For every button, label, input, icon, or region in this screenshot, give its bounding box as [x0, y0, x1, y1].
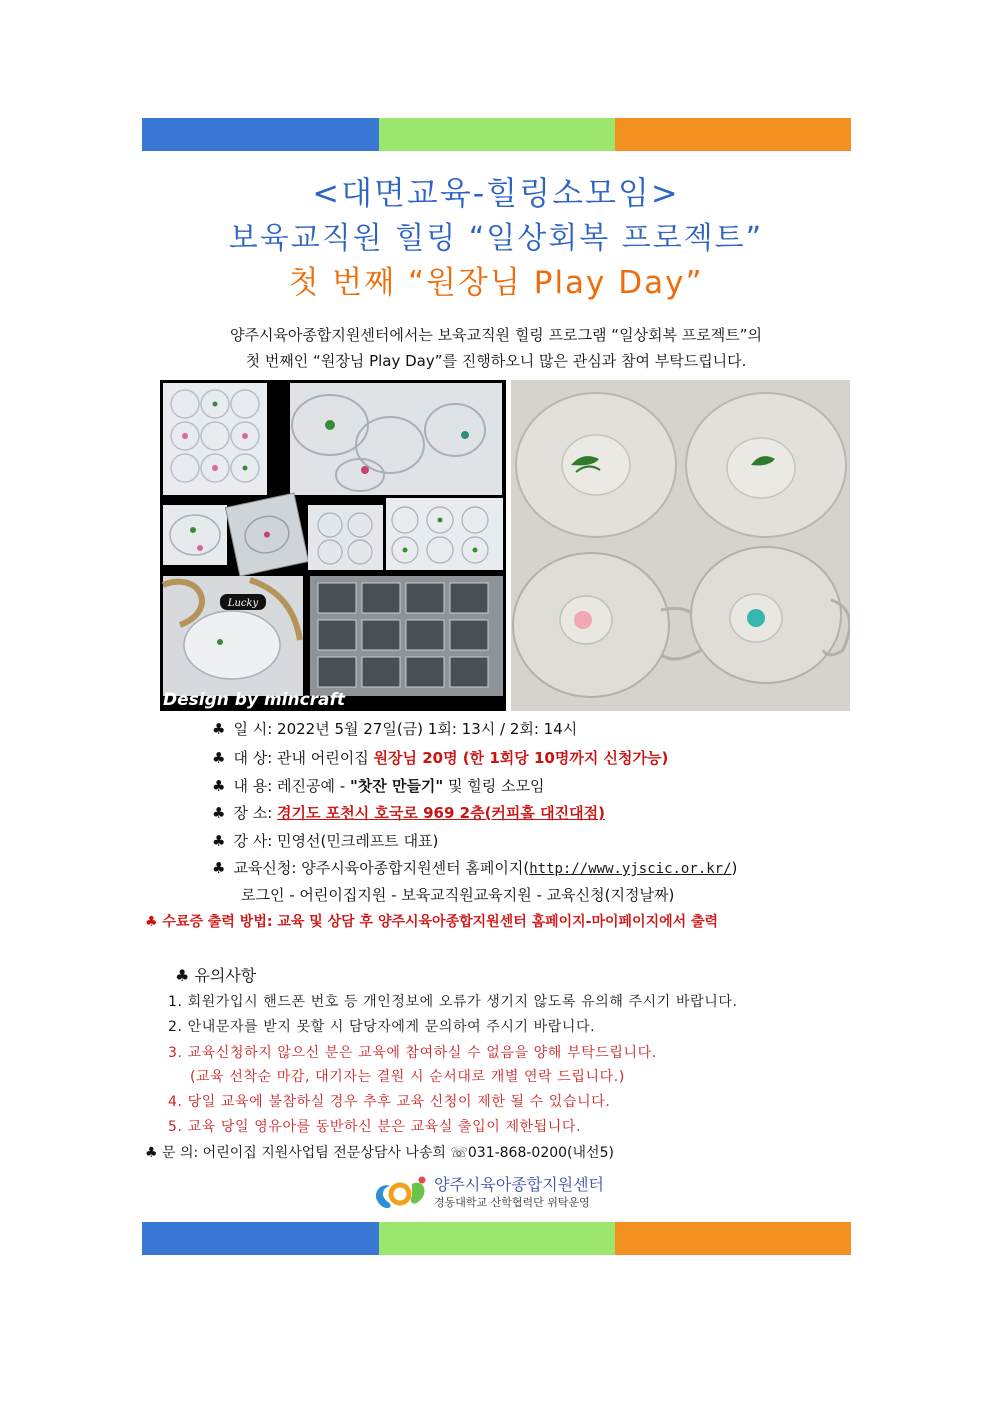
info-instructor: [212, 830, 438, 851]
center-logo-icon: [372, 1172, 430, 1212]
info-apply-suffix: ): [731, 859, 738, 877]
teacup-photo: [511, 380, 850, 711]
title-event: 첫 번째 “원장님 Play Day”: [288, 265, 704, 301]
product-collage-image: [160, 380, 506, 711]
info-place-highlight: 경기도 포천시 호국로 969 2층(커피홀 대진대점): [277, 804, 605, 822]
caution-item-3-note: (교육 선착순 마감, 대기자는 결원 시 순서대로 개별 연락 드립니다.): [190, 1069, 625, 1085]
club-bullet-icon: ♣: [212, 859, 226, 877]
intro-line-1: 양주시육아종합지원센터에서는 보육교직원 힐링 프로그램 “일상회복 프로젝트”의: [229, 326, 763, 344]
band-blue: [142, 118, 379, 151]
info-apply-path: 로그인 - 어린이집지원 - 보육교직원교육지원 - 교육신청(지정날짜): [241, 886, 675, 904]
caution-item-3: 3. 교육신청하지 않으신 분은 교육에 참여하실 수 없음을 양해 부탁드립니다.: [168, 1045, 657, 1061]
collage-caption: Design by mincraft: [163, 690, 346, 710]
info-content-suffix: 및 힐링 소모임: [443, 777, 545, 795]
info-date: [212, 718, 577, 739]
info-instructor-text: 강 사: 민영선(민크레프트 대표): [233, 832, 439, 850]
club-bullet-icon: ♣: [212, 749, 226, 767]
band-orange: [615, 118, 851, 151]
club-bullet-icon: ♣: [212, 720, 226, 738]
caution-item-1: 1. 회원가입시 핸드폰 번호 등 개인정보에 오류가 생기지 않도록 유의해 주시기 바랍니다.: [168, 994, 738, 1010]
homepage-link[interactable]: http://www.yjscic.or.kr/: [529, 861, 732, 877]
info-target-highlight: 원장님 20명 (한 1회당 10명까지 신청가능): [373, 749, 669, 767]
info-apply: [212, 857, 737, 878]
band-green: [379, 118, 615, 151]
top-color-band: [142, 118, 851, 151]
info-place: [212, 802, 605, 823]
bottom-color-band: [142, 1222, 851, 1255]
lucky-label: Lucky: [227, 598, 259, 609]
info-target-text: 대 상: 관내 어린이집: [233, 749, 374, 767]
caution-item-2: 2. 안내문자를 받지 못할 시 담당자에게 문의하여 주시기 바랍니다.: [168, 1019, 596, 1035]
center-logo: [372, 1172, 632, 1212]
title-category: <대면교육-힐링소모임>: [312, 174, 680, 212]
center-logo-sub: 경동대학교 산학협력단 위탁운영: [434, 1196, 590, 1209]
info-content-bold: "찻잔 만들기": [349, 777, 444, 795]
info-place-prefix: 장 소:: [233, 804, 278, 822]
band-orange: [615, 1222, 851, 1255]
intro-line-2: 첫 번째인 “원장님 Play Day”를 진행하오니 많은 관심과 참여 부탁드립니다.: [245, 352, 747, 370]
title-project: 보육교직원 힐링 “일상회복 프로젝트”: [228, 221, 764, 256]
caution-item-4: 4. 당일 교육에 불참하실 경우 추후 교육 신청이 제한 될 수 있습니다.: [168, 1094, 611, 1110]
contact-info: ♣ 문 의: 어린이집 지원사업팀 전문상담사 나송희 ☏031-868-0200(내선5): [145, 1145, 614, 1161]
center-logo-name: 양주시육아종합지원센터: [434, 1175, 605, 1194]
caution-heading: ♣ 유의사항: [175, 966, 257, 985]
info-apply-prefix: 교육신청: 양주시육아종합지원센터 홈페이지(: [233, 859, 530, 877]
info-target: [212, 747, 668, 768]
band-blue: [142, 1222, 379, 1255]
caution-item-5: 5. 교육 당일 영유아를 동반하신 분은 교육실 출입이 제한됩니다.: [168, 1119, 582, 1135]
info-content-prefix: 내 용: 레진공예 -: [233, 777, 350, 795]
info-content: [212, 775, 545, 796]
club-bullet-icon: ♣: [212, 832, 226, 850]
band-green: [379, 1222, 615, 1255]
club-bullet-icon: ♣: [212, 777, 226, 795]
info-date-text: 일 시: 2022년 5월 27일(금) 1회: 13시 / 2회: 14시: [233, 720, 578, 738]
certificate-notice: ♣ 수료증 출력 방법: 교육 및 상담 후 양주시육아종합지원센터 홈페이지-마이페이지에서 출력: [145, 914, 719, 930]
club-bullet-icon: ♣: [212, 804, 226, 822]
